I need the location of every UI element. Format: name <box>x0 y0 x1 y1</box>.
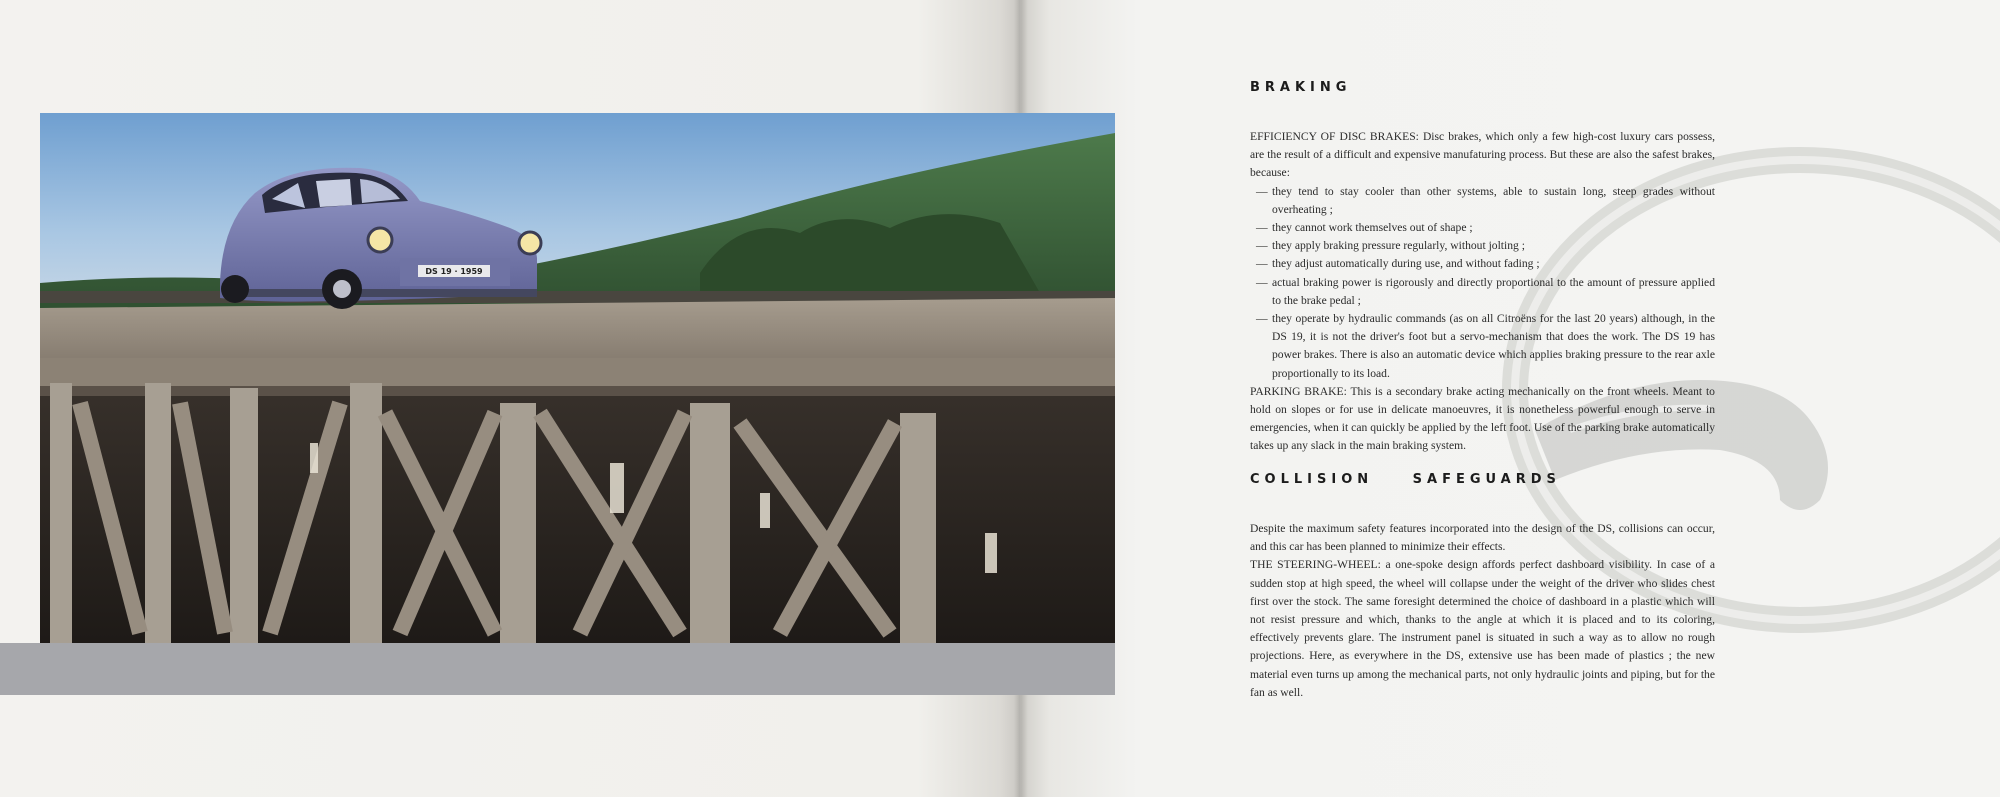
parking-brake-paragraph <box>1250 383 1715 456</box>
brake-reasons-list <box>1250 183 1715 383</box>
parking-brake-text: This is a secondary brake acting mechanically on the front wheels. Meant to hold on slopes or for use in delicate manoeuvres, it is nonetheless powerful enough to serve in emergencies, when it can quickly be applied by the left foot. Use of the parking brake automatically takes up any slack in the main braking system. <box>1250 384 1715 453</box>
parking-brake-label: PARKING BRAKE: <box>1250 384 1347 398</box>
collision-text <box>1250 520 1715 702</box>
disc-brakes-intro: Disc brakes, which only a few high-cost luxury cars possess, are the result of a difficult and expensive manufaturing process. But these are also the safest brakes, because: <box>1250 130 1715 180</box>
car-on-bridge-photo <box>40 113 1115 643</box>
collision-heading: COLLISION SAFEGUARDS <box>1250 472 1561 487</box>
collision-intro: Despite the maximum safety features incorporated into the design of the DS, collisions can occur, and this car has been planned to minimize their effects. <box>1250 522 1715 554</box>
list-item: — they apply braking pressure regularly, without jolting ; <box>1250 237 1715 255</box>
list-item: — actual braking power is rigorously and directly proportional to the amount of pressure applied to the brake pedal ; <box>1250 274 1715 310</box>
steering-wheel-text: a one-spoke design affords perfect dashboard visibility. In case of a sudden stop at high speed, the wheel will collapse under the weight of the driver who slides chest first over the stock. The same foresight determined the choice of dashboard in a plastic which will not resist pressure and which, thanks to the angle at which it is placed and to its coloring, effectively prevents glare. The instrument panel is situated in such a way as to allow no rough projections. Here, as everywhere in the DS, extensive use has been made of plastics ; the new material even turns up among the mechanical parts, not only hydraulic joints and piping, but for the fan as well. <box>1250 558 1715 699</box>
list-item: — they operate by hydraulic commands (as on all Citroëns for the last 20 years) although, in the DS 19, it is not the driver's foot but a servo-mechanism that does the work. The DS 19 has power brakes. There is also an automatic device which applies braking pressure to the rear axle proportionally to its load. <box>1250 310 1715 383</box>
list-item: — they tend to stay cooler than other systems, able to sustain long, steep grades without overheating ; <box>1250 183 1715 219</box>
steering-wheel-label: THE STEERING-WHEEL: <box>1250 558 1381 572</box>
steering-wheel-paragraph <box>1250 556 1715 702</box>
grey-band <box>0 643 1115 695</box>
braking-heading: BRAKING <box>1250 80 1352 95</box>
list-item: — they adjust automatically during use, and without fading ; <box>1250 255 1715 273</box>
license-plate: DS 19 · 1959 <box>425 267 483 276</box>
braking-text <box>1250 128 1715 456</box>
disc-brakes-paragraph <box>1250 128 1715 183</box>
photo-illustration <box>40 113 1115 643</box>
bridge-deck <box>40 298 1115 363</box>
disc-brakes-label: EFFICIENCY OF DISC BRAKES: <box>1250 130 1419 143</box>
list-item: — they cannot work themselves out of shape ; <box>1250 219 1715 237</box>
